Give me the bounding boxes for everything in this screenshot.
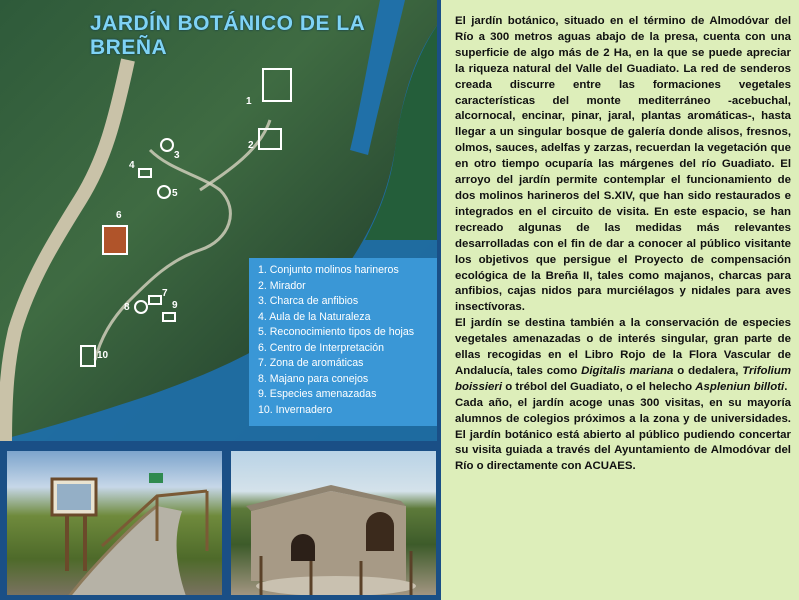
legend-item: 6. Centro de Interpretación <box>258 341 385 354</box>
text-segment: . <box>784 380 788 393</box>
species-name: Trifolium boissieri <box>455 364 791 393</box>
marker-number: 5 <box>172 188 178 199</box>
marker-number: 3 <box>174 150 180 161</box>
marker-number: 2 <box>248 140 254 151</box>
legend-item: 1. Conjunto molinos harineros <box>258 264 399 276</box>
text-segment: o dedalera, <box>673 364 743 377</box>
marker-centro <box>102 225 128 255</box>
paragraph-conservation <box>455 316 791 396</box>
marker-number: 8 <box>124 302 130 313</box>
photo-mill <box>229 449 438 597</box>
mill-illustration <box>231 451 438 597</box>
legend-item: 8. Majano para conejos <box>258 372 369 385</box>
marker-hojas <box>157 185 171 199</box>
description-panel <box>441 0 799 600</box>
species-name: Digitalis mariana <box>581 364 674 377</box>
legend-item: 5. Reconocimiento tipos de hojas <box>258 326 415 338</box>
marker-number: 7 <box>162 288 168 299</box>
legend-item: 9. Especies amenazadas <box>258 388 377 400</box>
map-title: JARDÍN BOTÁNICO DE LA BREÑA <box>90 12 365 59</box>
legend-item: 10. Invernadero <box>258 403 333 416</box>
marker-number: 1 <box>246 96 252 107</box>
species-name: Aspleniun billoti <box>695 380 785 393</box>
trail-sign-illustration <box>7 451 224 597</box>
legend-item: 4. Aula de la Naturaleza <box>258 310 371 323</box>
marker-number: 9 <box>172 300 178 311</box>
marker-especies <box>162 312 176 322</box>
marker-aromaticas <box>148 295 162 305</box>
marker-molinos <box>262 68 292 102</box>
marker-invernadero <box>80 345 96 367</box>
marker-majano <box>134 300 148 314</box>
paragraph-visits: Cada año, el jardín acoge unas 300 visitas, en su mayoría alumnos de colegios próximos a la zona y de universidades. El jardín botánico está abierto al público pudiendo concertar su visita guiada a través del Ayuntamiento de Almodóvar del Río o directamente con ACUAES. <box>455 396 791 473</box>
text-segment: El jardín se destina también a la conservación de especies vegetales amenazadas o de interés singular, gran parte de ellas recogidas en el Libro Rojo de la Flora Vascular de Andalucía, tales como <box>455 317 791 377</box>
paragraph-intro: El jardín botánico, situado en el término de Almodóvar del Río a 300 metros aguas abajo de la presa, cuenta con una superficie de algo más de 2 Ha, en la que se puede apreciar la riqueza natural del Valle del Guadiato. La red de senderos creada discurre entre las formaciones vegetales características del monte mediterráneo -acebuchal, alcornocal, encinar, pinar, jaral, plantas aromáticas-, hasta llegar a un singular bosque de galería donde alisos, fresnos, olmos, sauces, adelfas y zarzas, recuerdan la vegetación que en otro tiempo ocuparía las márgenes del río Guadiato. El arroyo del jardín permite contemplar el funcionamiento de dos molinos harineros del S.XIV, que han sido restaurados e integrados en el circuito de visita. En este espacio, se han recreado algunas de las medidas más relevantes desarrolladas con el fin de dar a conocer al público visitante los objetivos que persigue el Proyecto de compensación ecológica de la Breña II, tales como majanos, charcas para anfibios, cajas nidos para murciélagos y nidales para aves insectívoras. <box>455 15 791 314</box>
legend-item: 3. Charca de anfibios <box>258 295 359 307</box>
aerial-map <box>0 0 441 445</box>
text-segment: o trébol del Guadiato, o el helecho <box>502 380 696 393</box>
marker-aula <box>138 168 152 178</box>
marker-charca <box>160 138 174 152</box>
legend-item: 2. Mirador <box>258 279 306 292</box>
marker-mirador <box>258 128 282 150</box>
map-legend <box>249 258 441 426</box>
legend-item: 7. Zona de aromáticas <box>258 357 364 369</box>
marker-number: 6 <box>116 210 122 221</box>
photo-trail-sign <box>5 449 224 597</box>
marker-number: 4 <box>129 160 135 171</box>
marker-number: 10 <box>97 350 109 361</box>
